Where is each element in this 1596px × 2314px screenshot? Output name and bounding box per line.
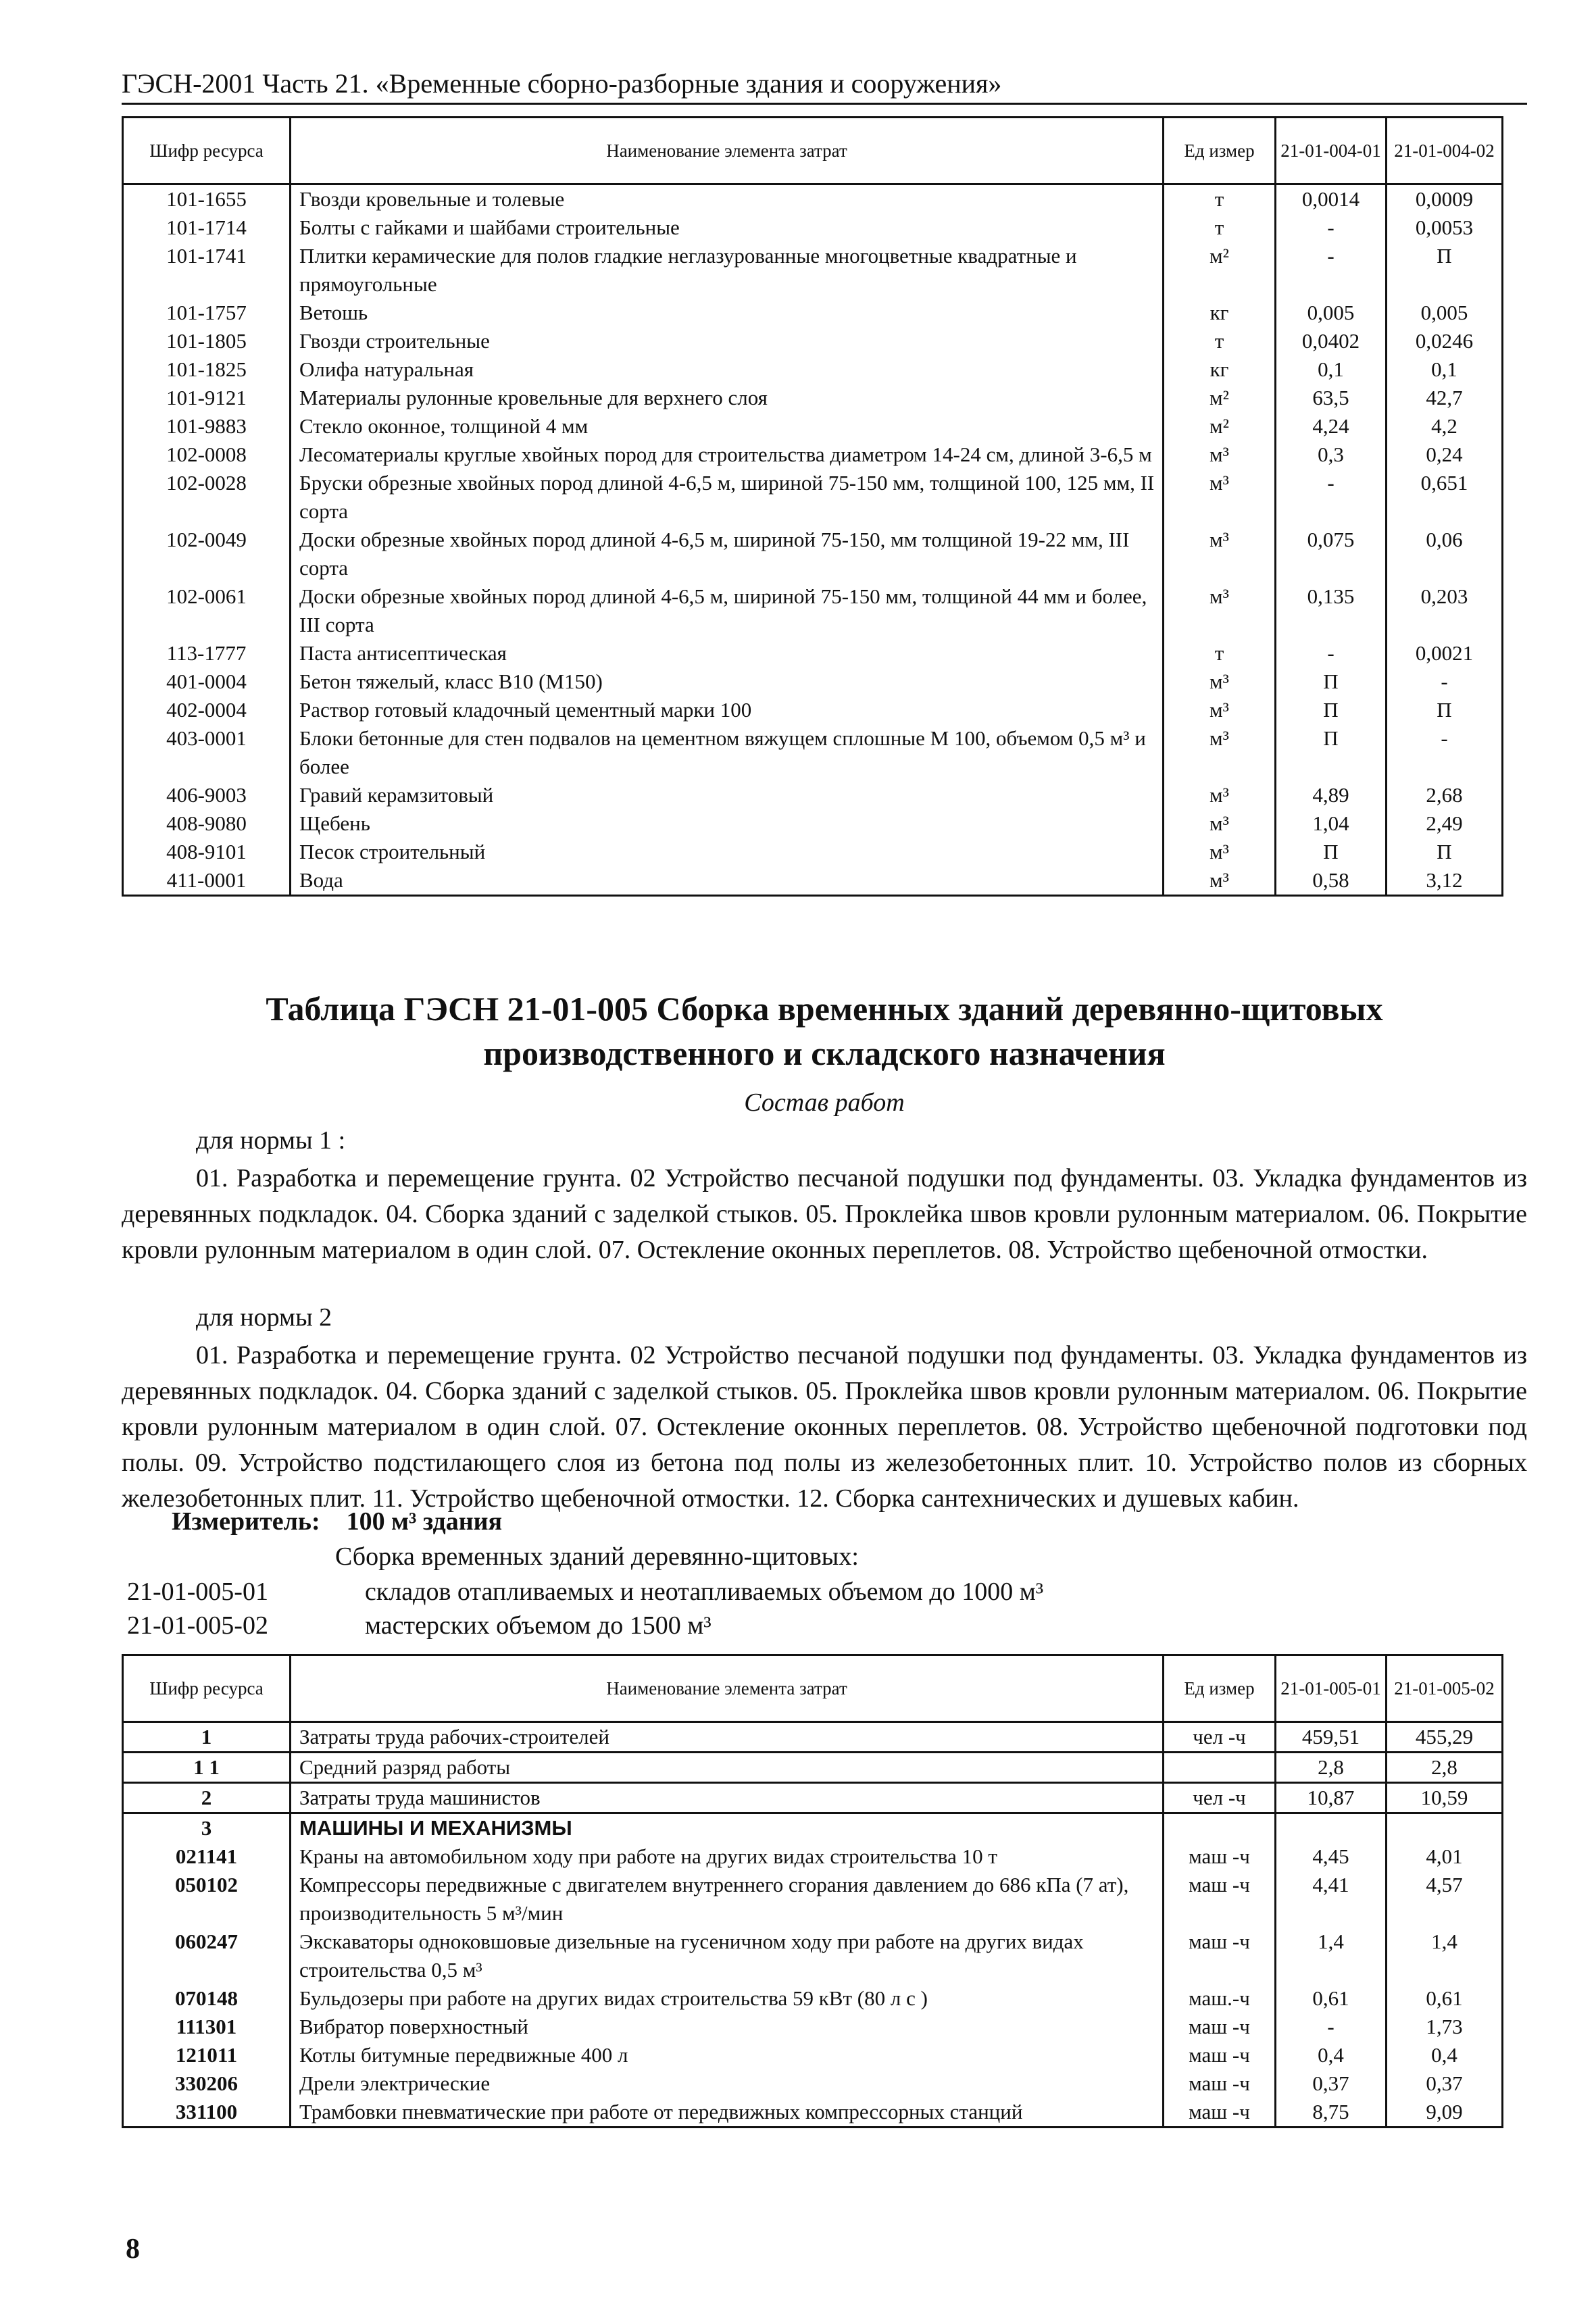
unit-of-measure: т	[1164, 184, 1276, 214]
table-row	[123, 384, 1503, 412]
resource-code: 101-1741	[123, 242, 291, 299]
norm-value: 0,005	[1387, 299, 1503, 327]
element-name: Гвозди кровельные и толевые	[291, 184, 1164, 214]
unit-of-measure: м³	[1164, 838, 1276, 866]
norm-value: 4,57	[1387, 1871, 1503, 1928]
resource-code: 101-1757	[123, 299, 291, 327]
table-row	[123, 866, 1503, 896]
unit-of-measure: м³	[1164, 441, 1276, 469]
table-row	[123, 441, 1503, 469]
unit-of-measure: маш -ч	[1164, 2041, 1276, 2069]
element-name: Дрели электрические	[291, 2069, 1164, 2098]
norm-value	[1387, 1813, 1503, 1843]
norm-value: 3,12	[1387, 866, 1503, 896]
norm-value: 1,4	[1276, 1928, 1387, 1984]
resource-code: 101-9883	[123, 412, 291, 441]
unit-of-measure: маш -ч	[1164, 1842, 1276, 1871]
element-name: Материалы рулонные кровельные для верхнего слоя	[291, 384, 1164, 412]
norm-value: 455,29	[1387, 1722, 1503, 1753]
measure-value: 100 м³ здания	[346, 1507, 503, 1536]
unit-of-measure: м³	[1164, 781, 1276, 809]
column-header: Ед измер	[1164, 118, 1276, 184]
table-row	[123, 213, 1503, 242]
resource-code: 121011	[123, 2041, 291, 2069]
element-name: Компрессоры передвижные с двигателем внутреннего сгорания давлением до 686 кПа (7 ат), производительность 5 м³/мин	[291, 1871, 1164, 1928]
unit-of-measure: чел -ч	[1164, 1783, 1276, 1813]
resource-code: 060247	[123, 1928, 291, 1984]
table-row	[123, 1984, 1503, 2013]
norm-value: 0,37	[1276, 2069, 1387, 2098]
norm-value: 4,2	[1387, 412, 1503, 441]
norm-value: 0,1	[1387, 355, 1503, 384]
norm-value: 0,61	[1387, 1984, 1503, 2013]
norm-value: 0,37	[1387, 2069, 1503, 2098]
element-name: Котлы битумные передвижные 400 л	[291, 2041, 1164, 2069]
unit-of-measure: маш -ч	[1164, 1871, 1276, 1928]
element-name: Песок строительный	[291, 838, 1164, 866]
table-row	[123, 724, 1503, 781]
norm-value: 0,58	[1276, 866, 1387, 896]
norm2-text: 01. Разработка и перемещение грунта. 02 Устройство песчаной подушки под фундаменты. 03. Укладка фундаментов из деревянных подкладок. 04. Сборка зданий с заделкой стыков. 05. Проклейка швов кровли рулонным материалом. 06. Покрытие кровли рулонным материалом в один слой. 07. Остекление оконных переплетов. 08. Устройство щебеночной подготовки под полы. 09. Устройство подстилающего слоя из бетона под полы из железобетонных плит. 10. Устройство полов из сборных железобетонных плит. 11. Устройство щебеночной отмостки. 12. Сборка сантехнических и душевых кабин.	[122, 1341, 1527, 1513]
resource-code: 102-0008	[123, 441, 291, 469]
element-name: Стекло оконное, толщиной 4 мм	[291, 412, 1164, 441]
resource-code: 102-0028	[123, 469, 291, 526]
unit-of-measure: чел -ч	[1164, 1722, 1276, 1753]
element-name: Доски обрезные хвойных пород длиной 4-6,5 м, шириной 75-150 мм, толщиной 44 мм и более, III сорта	[291, 582, 1164, 639]
norm-value: П	[1276, 724, 1387, 781]
resource-code: 021141	[123, 1842, 291, 1871]
table-row	[123, 668, 1503, 696]
element-name: Затраты труда рабочих-строителей	[291, 1722, 1164, 1753]
norm-value: 8,75	[1276, 2098, 1387, 2128]
norm-value: 0,4	[1276, 2041, 1387, 2069]
resource-code: 330206	[123, 2069, 291, 2098]
unit-of-measure: м³	[1164, 526, 1276, 582]
resource-code: 1	[123, 1722, 291, 1753]
element-name: Доски обрезные хвойных пород длиной 4-6,5 м, шириной 75-150, мм толщиной 19-22 мм, III сорта	[291, 526, 1164, 582]
column-header: 21-01-004-01	[1276, 118, 1387, 184]
norm-value: 0,203	[1387, 582, 1503, 639]
column-header: 21-01-005-01	[1276, 1655, 1387, 1722]
resource-code: 1 1	[123, 1753, 291, 1783]
norm-value: 4,01	[1387, 1842, 1503, 1871]
resource-code: 101-9121	[123, 384, 291, 412]
norm-value: 4,41	[1276, 1871, 1387, 1928]
norm2-label: для нормы 2	[196, 1303, 332, 1332]
resource-code: 403-0001	[123, 724, 291, 781]
unit-of-measure: кг	[1164, 299, 1276, 327]
norm-value: 0,24	[1387, 441, 1503, 469]
table-row	[123, 809, 1503, 838]
norm-value: 2,8	[1276, 1753, 1387, 1783]
norm-value: 63,5	[1276, 384, 1387, 412]
norm-code: 21-01-005-01	[127, 1578, 268, 1606]
norm-value: 10,59	[1387, 1783, 1503, 1813]
column-header: Шифр ресурса	[123, 1655, 291, 1722]
table-header-row	[123, 118, 1503, 184]
element-name: Трамбовки пневматические при работе от передвижных компрессорных станций	[291, 2098, 1164, 2128]
column-header: Наименование элемента затрат	[291, 1655, 1164, 1722]
table-row	[123, 2013, 1503, 2041]
norm-value: 0,0021	[1387, 639, 1503, 668]
page-number: 8	[126, 2234, 140, 2265]
header-rule	[122, 103, 1527, 105]
norm-value: 0,3	[1276, 441, 1387, 469]
norm-value: П	[1387, 242, 1503, 299]
element-name: Бетон тяжелый, класс В10 (М150)	[291, 668, 1164, 696]
element-name: Болты с гайками и шайбами строительные	[291, 213, 1164, 242]
unit-of-measure: м³	[1164, 724, 1276, 781]
element-name: Паста антисептическая	[291, 639, 1164, 668]
table-row	[123, 1753, 1503, 1783]
element-name: Раствор готовый кладочный цементный марки 100	[291, 696, 1164, 724]
norm-value: 1,4	[1387, 1928, 1503, 1984]
norm-value: П	[1276, 668, 1387, 696]
element-name: Затраты труда машинистов	[291, 1783, 1164, 1813]
resource-code: 102-0049	[123, 526, 291, 582]
resource-code: 070148	[123, 1984, 291, 2013]
table-row	[123, 469, 1503, 526]
norm-value: 2,8	[1387, 1753, 1503, 1783]
norm-value: 0,0246	[1387, 327, 1503, 355]
column-header: Шифр ресурса	[123, 118, 291, 184]
unit-of-measure: м³	[1164, 809, 1276, 838]
unit-of-measure: м³	[1164, 696, 1276, 724]
norm-value: 4,45	[1276, 1842, 1387, 1871]
unit-of-measure	[1164, 1753, 1276, 1783]
element-name: Краны на автомобильном ходу при работе на других видах строительства 10 т	[291, 1842, 1164, 1871]
table-title: Таблица ГЭСН 21-01-005 Сборка временных зданий деревянно-щитовых производственного и складского назначения	[266, 990, 1383, 1072]
norm-value: 0,1	[1276, 355, 1387, 384]
norm1-text: 01. Разработка и перемещение грунта. 02 Устройство песчаной подушки под фундаменты. 03. Укладка фундаментов из деревянных подкладок. 04. Сборка зданий с заделкой стыков. 05. Проклейка швов кровли рулонным материалом. 06. Покрытие кровли рулонным материалом в один слой. 07. Остекление оконных переплетов. 08. Устройство щебеночной отмостки.	[122, 1164, 1527, 1264]
norm-value: П	[1387, 838, 1503, 866]
element-name: Бруски обрезные хвойных пород длиной 4-6,5 м, шириной 75-150 мм, толщиной 100, 125 мм, II сорта	[291, 469, 1164, 526]
resource-code: 102-0061	[123, 582, 291, 639]
element-name: Ветошь	[291, 299, 1164, 327]
resource-code: 408-9101	[123, 838, 291, 866]
element-name: Гвозди строительные	[291, 327, 1164, 355]
table-row	[123, 526, 1503, 582]
norm-value: -	[1387, 668, 1503, 696]
materials-table	[122, 116, 1503, 897]
norm-value: 0,075	[1276, 526, 1387, 582]
resource-code: 402-0004	[123, 696, 291, 724]
table-row	[123, 1783, 1503, 1813]
norm-value: -	[1387, 724, 1503, 781]
norm-value: 0,135	[1276, 582, 1387, 639]
measure-label: Измеритель:	[172, 1507, 320, 1536]
element-name: Плитки керамические для полов гладкие неглазурованные многоцветные квадратные и прямоугольные	[291, 242, 1164, 299]
table-row	[123, 781, 1503, 809]
element-name: Лесоматериалы круглые хвойных пород для строительства диаметром 14-24 см, длиной 3-6,5 м	[291, 441, 1164, 469]
norm-value: -	[1276, 639, 1387, 668]
element-name: Вода	[291, 866, 1164, 896]
norm-value: 0,0053	[1387, 213, 1503, 242]
resource-code: 406-9003	[123, 781, 291, 809]
norm-value: 0,0402	[1276, 327, 1387, 355]
unit-of-measure: м³	[1164, 866, 1276, 896]
table-row	[123, 412, 1503, 441]
element-name: Гравий керамзитовый	[291, 781, 1164, 809]
column-header: Ед измер	[1164, 1655, 1276, 1722]
table-header-row	[123, 1655, 1503, 1722]
norm-value	[1276, 1813, 1387, 1843]
resource-code: 113-1777	[123, 639, 291, 668]
norm1-label: для нормы 1 :	[196, 1126, 346, 1155]
norm-value: 4,89	[1276, 781, 1387, 809]
table-row	[123, 639, 1503, 668]
norm-value: -	[1276, 2013, 1387, 2041]
norm-description: складов отапливаемых и неотапливаемых объемом до 1000 м³	[365, 1578, 1044, 1606]
resource-code: 2	[123, 1783, 291, 1813]
column-header: 21-01-004-02	[1387, 118, 1503, 184]
norm-value: П	[1276, 838, 1387, 866]
table-row	[123, 242, 1503, 299]
table-row	[123, 355, 1503, 384]
norm-value: 0,61	[1276, 1984, 1387, 2013]
norm-value: 0,005	[1276, 299, 1387, 327]
unit-of-measure: т	[1164, 327, 1276, 355]
table-row	[123, 838, 1503, 866]
labor-machines-table-body	[123, 1722, 1503, 2128]
resource-code: 101-1825	[123, 355, 291, 384]
running-header: ГЭСН-2001 Часть 21. «Временные сборно-разборные здания и сооружения»	[122, 68, 1002, 99]
resource-code: 101-1714	[123, 213, 291, 242]
unit-of-measure: м³	[1164, 582, 1276, 639]
column-header: Наименование элемента затрат	[291, 118, 1164, 184]
norm-code: 21-01-005-02	[127, 1611, 268, 1640]
resource-code: 101-1805	[123, 327, 291, 355]
table-row	[123, 1842, 1503, 1871]
element-name: Щебень	[291, 809, 1164, 838]
norm-value: 1,73	[1387, 2013, 1503, 2041]
table-row	[123, 1722, 1503, 1753]
element-name: Средний разряд работы	[291, 1753, 1164, 1783]
norm-value: П	[1276, 696, 1387, 724]
table-row	[123, 1813, 1503, 1843]
materials-table-body	[123, 184, 1503, 896]
resource-code: 101-1655	[123, 184, 291, 214]
unit-of-measure: кг	[1164, 355, 1276, 384]
resource-code: 331100	[123, 2098, 291, 2128]
table-row	[123, 184, 1503, 214]
norm-value: 0,0009	[1387, 184, 1503, 214]
assembly-heading: Сборка временных зданий деревянно-щитовых:	[335, 1542, 859, 1571]
norm-value: 0,651	[1387, 469, 1503, 526]
unit-of-measure: маш -ч	[1164, 2069, 1276, 2098]
element-name: Блоки бетонные для стен подвалов на цементном вяжущем сплошные М 100, объемом 0,5 м³ и более	[291, 724, 1164, 781]
table-row	[123, 2041, 1503, 2069]
element-name: Экскаваторы одноковшовые дизельные на гусеничном ходу при работе на других видах строительства 0,5 м³	[291, 1928, 1164, 1984]
unit-of-measure: м²	[1164, 242, 1276, 299]
norm-description: мастерских объемом до 1500 м³	[365, 1611, 712, 1640]
table-row	[123, 327, 1503, 355]
norm-value: -	[1276, 213, 1387, 242]
table-row	[123, 582, 1503, 639]
element-name: Вибратор поверхностный	[291, 2013, 1164, 2041]
norm-value: 10,87	[1276, 1783, 1387, 1813]
resource-code: 3	[123, 1813, 291, 1843]
table-row	[123, 299, 1503, 327]
table-row	[123, 2069, 1503, 2098]
unit-of-measure: м²	[1164, 384, 1276, 412]
unit-of-measure: маш.-ч	[1164, 1984, 1276, 2013]
labor-machines-table	[122, 1654, 1503, 2128]
norm-value: 4,24	[1276, 412, 1387, 441]
norm-value: 0,4	[1387, 2041, 1503, 2069]
norm-value: 9,09	[1387, 2098, 1503, 2128]
unit-of-measure: маш -ч	[1164, 2098, 1276, 2128]
unit-of-measure: т	[1164, 639, 1276, 668]
element-name: Олифа натуральная	[291, 355, 1164, 384]
table-row	[123, 1928, 1503, 1984]
resource-code: 401-0004	[123, 668, 291, 696]
norm-value: -	[1276, 469, 1387, 526]
unit-of-measure: м³	[1164, 469, 1276, 526]
table-row	[123, 2098, 1503, 2128]
unit-of-measure	[1164, 1813, 1276, 1843]
measure-line	[172, 1507, 502, 1536]
norm-value: 2,49	[1387, 809, 1503, 838]
norm-value: -	[1276, 242, 1387, 299]
resource-code: 408-9080	[123, 809, 291, 838]
unit-of-measure: маш -ч	[1164, 1928, 1276, 1984]
norm-value: 2,68	[1387, 781, 1503, 809]
unit-of-measure: м³	[1164, 668, 1276, 696]
composition-heading: Состав работ	[744, 1088, 905, 1117]
resource-code: 411-0001	[123, 866, 291, 896]
table-row	[123, 1871, 1503, 1928]
resource-code: 050102	[123, 1871, 291, 1928]
norm-value: 1,04	[1276, 809, 1387, 838]
norm-value: 0,06	[1387, 526, 1503, 582]
unit-of-measure: т	[1164, 213, 1276, 242]
element-name: Бульдозеры при работе на других видах строительства 59 кВт (80 л с )	[291, 1984, 1164, 2013]
norm-value: П	[1387, 696, 1503, 724]
element-name: МАШИНЫ И МЕХАНИЗМЫ	[291, 1813, 1164, 1843]
unit-of-measure: м²	[1164, 412, 1276, 441]
column-header: 21-01-005-02	[1387, 1655, 1503, 1722]
resource-code: 111301	[123, 2013, 291, 2041]
norm-value: 0,0014	[1276, 184, 1387, 214]
unit-of-measure: маш -ч	[1164, 2013, 1276, 2041]
norm-value: 42,7	[1387, 384, 1503, 412]
norm-value: 459,51	[1276, 1722, 1387, 1753]
table-row	[123, 696, 1503, 724]
